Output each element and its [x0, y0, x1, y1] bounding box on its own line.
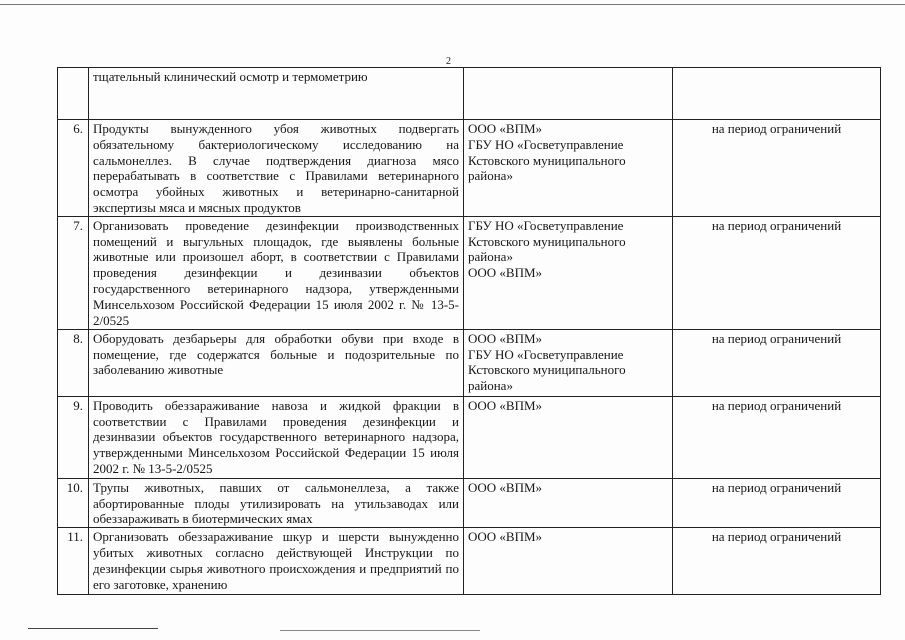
table-row	[58, 68, 881, 120]
period-cell: на период ограничений	[673, 329, 881, 396]
measure-text: Продукты вынужденного убоя животных подвергать обязательному бактериологическому исследованию на сальмонеллез. В случае подтверждения диагноза мясо перерабатывать в соответствие с Правилами ветеринарного осмотра убойных животных и ветеринарно-санитарной экспертизы мяса и мясных продуктов	[89, 120, 464, 217]
measure-text: Проводить обеззараживание навоза и жидкой фракции в соответствии с Правилами проведения дезинфекции и дезинвазии объектов государственного ветеринарного надзора, утвержденными Минсельхозом Российской Федерации 15 июля 2002 г. № 13-5-2/0525	[89, 396, 464, 478]
page-number: 2	[446, 56, 451, 67]
org-name: ООО «ВПМ»	[468, 121, 543, 136]
responsible-orgs	[464, 478, 673, 527]
measure-text: тщательный клинический осмотр и термометрию	[89, 68, 464, 120]
period-cell	[673, 68, 881, 120]
period-cell: на период ограничений	[673, 528, 881, 595]
responsible-orgs	[464, 216, 673, 329]
table-row	[58, 329, 881, 396]
table-row	[58, 478, 881, 527]
org-name: ООО «ВПМ»	[468, 479, 543, 495]
measures-table	[57, 67, 881, 595]
period-cell: на период ограничений	[673, 396, 881, 478]
measure-text: Организовать проведение дезинфекции производственных помещений и выгульных площадок, где выявлены больные животные или произошел аборт, в соответствии с Правилами проведения дезинфекции и дезинвазии объектов государственного ветеринарного надзора, утвержденными Минсельхозом Российской Федерации 15 июля 2002 г. № 13-5-2/0525	[89, 216, 464, 329]
org-name: ООО «ВПМ»	[468, 265, 543, 281]
responsible-orgs	[464, 68, 673, 120]
org-name: ООО «ВПМ»	[468, 330, 543, 346]
row-number	[58, 68, 89, 120]
table-row	[58, 120, 881, 217]
row-number: 6.	[58, 120, 89, 217]
page-bottom-rule	[280, 630, 480, 631]
period-cell: на период ограничений	[673, 478, 881, 527]
period-cell: на период ограничений	[673, 216, 881, 329]
org-name: ООО «ВПМ»	[468, 529, 543, 545]
row-number: 9.	[58, 396, 89, 478]
responsible-orgs	[464, 528, 673, 595]
table-row	[58, 396, 881, 478]
table-row	[58, 528, 881, 595]
measures-table-body	[58, 68, 881, 595]
measure-text: Трупы животных, павших от сальмонеллеза, а также абортированные плоды утилизировать на утильзаводах или обеззараживать в биотермических ямах	[89, 478, 464, 527]
org-name: ГБУ НО «Госветуправление Кстовского муниципального района»	[468, 346, 626, 394]
row-number: 10.	[58, 478, 89, 527]
responsible-orgs	[464, 329, 673, 396]
row-number: 7.	[58, 216, 89, 329]
responsible-orgs	[464, 396, 673, 478]
org-name: ГБУ НО «Госветуправление Кстовского муниципального района»	[468, 136, 626, 184]
period-cell: на период ограничений	[673, 120, 881, 217]
table-row	[58, 216, 881, 329]
org-name: ГБУ НО «Госветуправление Кстовского муниципального района»	[468, 217, 626, 265]
page-top-rule	[0, 4, 905, 5]
row-number: 11.	[58, 528, 89, 595]
measure-text: Организовать обеззараживание шкур и шерсти вынужденно убитых животных согласно действующей Инструкции по дезинфекции сырья животного происхождения и предприятий по его заготовке, хранению	[89, 528, 464, 595]
measure-text: Оборудовать дезбарьеры для обработки обуви при входе в помещение, где содержатся больные и подозрительные по заболеванию животные	[89, 329, 464, 396]
row-number: 8.	[58, 329, 89, 396]
page-bottom-rule	[28, 628, 158, 629]
responsible-orgs	[464, 120, 673, 217]
org-name: ООО «ВПМ»	[468, 397, 543, 413]
